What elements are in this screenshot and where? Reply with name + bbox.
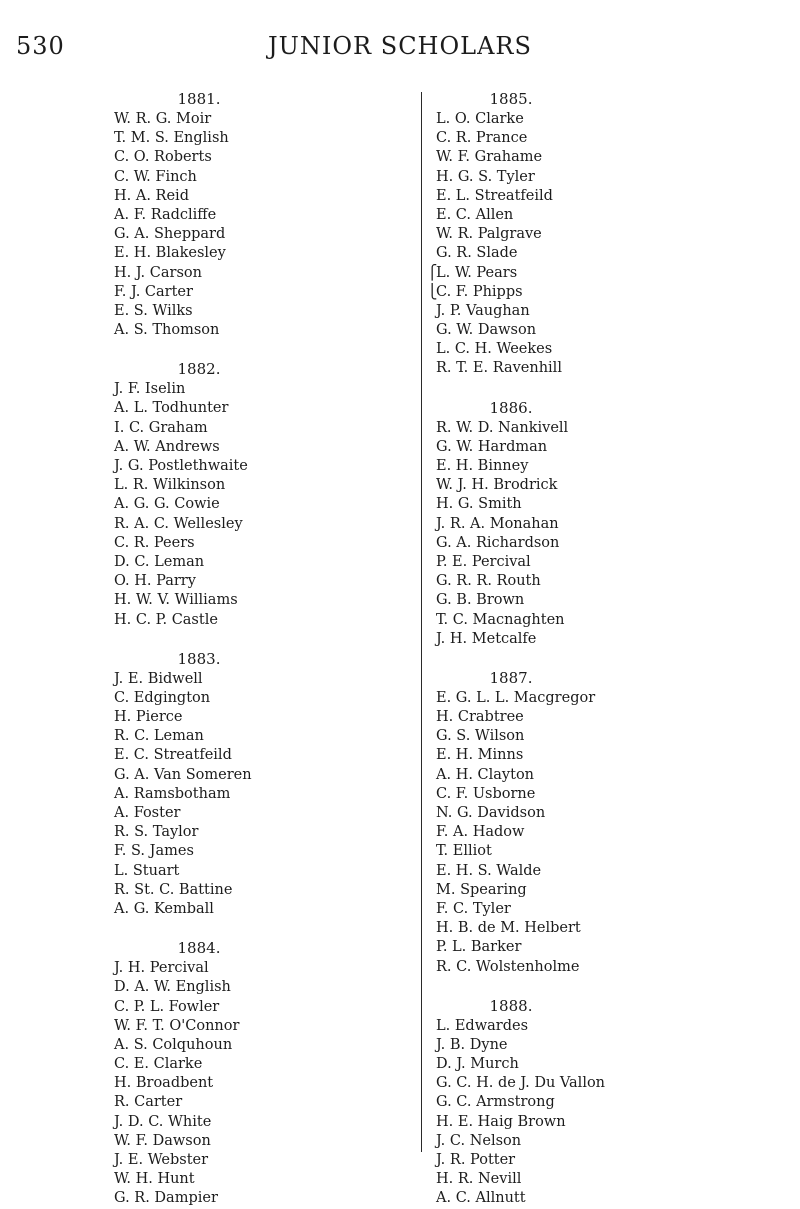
scholar-name [436,148,796,167]
scholar-name-text: H. G. Smith [436,496,522,513]
scholar-list [436,419,796,649]
scholar-name-text: T. Elliot [436,843,492,860]
scholar-name [114,457,394,476]
scholar-name-text: A. G. G. Cowie [114,496,220,513]
scholar-name-text: J. D. C. White [114,1113,212,1130]
scholar-name-text: C. W. Finch [114,168,197,185]
scholar-name-text: F. S. James [114,843,194,860]
scholar-name-text: C. F. Usborne [436,785,536,802]
scholar-name [436,340,796,359]
scholar-name-text: L. C. H. Weekes [436,341,553,358]
scholar-name [114,1132,394,1151]
scholar-name-text: E. L. Streatfeild [436,187,553,204]
scholar-name-text: W. F. Dawson [114,1132,211,1149]
scholar-name-text: T. M. S. English [114,130,229,147]
scholar-name-text: E. H. Minns [436,747,524,764]
scholar-name-text: H. R. Nevill [436,1171,522,1188]
year-block [114,88,394,340]
scholar-name-text: G. W. Hardman [436,438,548,455]
scholar-name-text: H. Pierce [114,709,183,726]
scholar-name [114,727,394,746]
scholar-name [436,766,796,785]
scholar-name [114,264,394,283]
scholar-name [436,1074,796,1093]
scholar-name [436,630,796,649]
scholar-name-text: W. R. G. Moir [114,111,212,127]
scholar-name-text: I. C. Graham [114,419,208,436]
scholar-name-text: G. A. Sheppard [114,226,226,243]
scholar-name-text: A. Foster [114,805,181,821]
scholar-name [436,919,796,938]
scholar-name [427,264,796,283]
scholar-name-text: G. C. H. de J. Du Vallon [436,1075,606,1092]
scholar-name [114,225,394,244]
scholar-name [436,225,796,244]
scholar-name [114,187,394,206]
scholar-list [114,670,394,919]
scholar-name-text: A. S. Thomson [114,322,220,339]
scholar-name [114,515,394,534]
year-heading: 1881. [177,90,221,108]
scholar-name-text: J. F. Iselin [114,381,186,398]
scholar-name [114,1189,394,1208]
scholar-name [114,438,394,457]
scholar-name-text: G. W. Dawson [436,322,537,339]
scholar-name-text: J. C. Nelson [436,1132,522,1149]
year-block [427,88,796,379]
brace-bottom: ⎩ [427,283,438,300]
scholar-name-text: H. G. S. Tyler [436,168,535,185]
scholar-name [436,611,796,630]
scholar-name [114,148,394,167]
scholar-name [436,1017,796,1036]
brace-top: ⎧ [427,264,438,281]
scholar-name [114,419,394,438]
scholar-name [436,495,796,514]
scholar-name-text: E. C. Streatfeild [114,747,232,764]
scholar-name-text: J. P. Vaughan [436,302,530,319]
scholar-name [436,110,796,129]
scholar-name-text: G. R. Dampier [114,1190,218,1207]
scholar-name-text: A. F. Radcliffe [114,206,217,223]
scholar-name [114,168,394,187]
scholar-name [436,804,796,823]
block-gap [114,919,394,937]
scholar-name-text: G. B. Brown [436,592,525,609]
scholar-name [436,1170,796,1189]
scholar-name [436,689,796,708]
scholar-name-text: E. H. Blakesley [114,245,226,262]
scholar-name-text: R. T. E. Ravenhill [436,360,562,377]
scholar-name [436,727,796,746]
scholar-name [436,168,796,187]
scholar-list [436,1017,796,1209]
scholar-name [436,457,796,476]
scholar-name [436,842,796,861]
scholar-name-text: H. E. Haig Brown [436,1113,566,1130]
scholar-name [436,1113,796,1132]
scholar-name [436,1189,796,1208]
scholar-name [436,419,796,438]
scholar-name [436,958,796,977]
scholar-name [436,515,796,534]
scholar-name-text: G. C. Armstrong [436,1094,555,1111]
year-heading: 1883. [177,649,221,668]
year-block [114,648,394,919]
scholar-name-text: H. J. Carson [114,264,202,281]
scholar-name [436,321,796,340]
scholar-name [427,283,796,302]
scholar-name [114,1170,394,1189]
block-gap [436,379,796,397]
scholar-name-text: G. R. Slade [436,245,518,262]
scholar-name-text: H. C. P. Castle [114,611,218,628]
scholar-name [436,1036,796,1055]
scholar-name [114,670,394,689]
scholar-name [436,591,796,610]
scholar-name [114,1036,394,1055]
scholar-name-text: F. J. Carter [114,283,193,300]
scholar-name-text: L. W. Pears [436,264,518,281]
scholar-name [114,302,394,321]
scholar-name-text: J. E. Bidwell [114,670,203,687]
scholar-list [114,380,394,629]
scholar-name-text: J. E. Webster [114,1152,209,1168]
scholar-name-text: A. C. Allnutt [436,1190,526,1207]
scholar-name [436,553,796,572]
scholar-name-text: J. R. Potter [436,1152,516,1168]
scholar-name [114,1151,394,1170]
scholar-name-text: J. H. Percival [114,960,209,977]
scholar-name [436,1132,796,1151]
scholar-name-text: L. O. Clarke [436,111,524,127]
scholar-name [114,611,394,630]
scholar-name [436,187,796,206]
scholar-name-text: A. W. Andrews [114,438,220,455]
scholar-name-text: A. G. Kemball [114,900,214,917]
scholar-name-text: E. S. Wilks [114,302,193,319]
scholar-name [114,998,394,1017]
scholar-name [436,862,796,881]
scholar-name-text: A. H. Clayton [436,766,535,783]
right-column [427,88,796,1209]
scholar-name [114,283,394,302]
scholar-name [436,302,796,321]
scholar-name [114,110,394,129]
scholar-name-text: H. Broadbent [114,1075,214,1092]
scholar-name-text: H. A. Reid [114,187,189,204]
scholar-name [436,785,796,804]
scholar-name-text: C. R. Peers [114,534,195,551]
year-block [114,937,394,1208]
scholar-name [114,572,394,591]
scholar-name [436,1055,796,1074]
scholar-list [114,959,394,1208]
scholar-name-text: C. R. Prance [436,130,528,147]
block-gap [114,340,394,358]
scholar-name [436,359,796,378]
scholar-name-text: W. H. Hunt [114,1171,195,1188]
scholar-name [436,900,796,919]
column-divider [421,92,422,1152]
scholar-name [436,823,796,842]
left-column [114,88,394,1209]
scholar-name [436,129,796,148]
scholar-name-text: H. B. de M. Helbert [436,920,581,937]
scholar-name-text: C. E. Clarke [114,1056,203,1073]
year-heading: 1887. [489,668,533,687]
scholar-list [436,689,796,977]
scholar-name-text: E. G. L. L. Macgregor [436,689,596,706]
scholar-name-text: P. E. Percival [436,553,531,570]
scholar-name-text: W. J. H. Brodrick [436,477,558,494]
scholar-name [114,842,394,861]
scholar-name-text: R. Carter [114,1094,183,1111]
year-heading: 1885. [489,90,533,108]
scholar-name-text: O. H. Parry [114,573,196,590]
scholar-name [114,959,394,978]
scholar-name-text: G. S. Wilson [436,728,525,745]
scholar-name [436,534,796,553]
scholar-name-text: R. C. Wolstenholme [436,958,580,975]
scholar-name-text: C. O. Roberts [114,149,212,166]
scholar-name [436,476,796,495]
year-heading: 1886. [489,398,533,417]
scholar-name-text: A. S. Colquhoun [114,1036,233,1053]
scholar-name [114,1093,394,1112]
scholar-list [427,110,796,379]
block-gap [436,649,796,667]
page-number: 530 [16,32,65,60]
year-block [114,358,394,629]
scholar-name [114,321,394,340]
scholar-name-text: G. R. R. Routh [436,573,541,590]
scholar-name [114,380,394,399]
scholar-name [114,591,394,610]
scholar-name-text: D. A. W. English [114,979,231,996]
year-heading: 1884. [177,939,221,958]
scholar-name [114,689,394,708]
block-gap [114,630,394,648]
scholar-name-text: R. W. D. Nankivell [436,419,569,436]
scholar-name [114,746,394,765]
year-block [436,667,796,977]
scholar-name-text: D. C. Leman [114,553,205,570]
year-heading: 1882. [177,360,221,379]
scholar-name-text: W. R. Palgrave [436,226,542,243]
scholar-name-text: R. C. Leman [114,728,204,745]
scholar-name-text: E. C. Allen [436,206,514,223]
scholar-name-text: W. F. Grahame [436,149,543,166]
scholar-name-text: C. F. Phipps [436,283,523,300]
scholar-name-text: J. R. A. Monahan [436,515,559,532]
scholar-name-text: L. Edwardes [436,1017,529,1034]
scholar-name-text: R. S. Taylor [114,824,199,841]
scholar-name [114,244,394,263]
scholar-name [114,553,394,572]
scholar-name [114,785,394,804]
scholar-name-text: T. C. Macnaghten [436,611,565,628]
scholar-name [114,766,394,785]
scholar-name-text: N. G. Davidson [436,805,546,821]
scholar-name [114,495,394,514]
scholar-name [114,1113,394,1132]
scholar-name-text: A. L. Todhunter [114,400,229,417]
scholar-name [436,206,796,225]
scholar-name [114,399,394,418]
scholar-name [114,206,394,225]
scholar-name-text: M. Spearing [436,881,527,898]
scholar-name [114,1017,394,1036]
scholar-name [436,746,796,765]
scholar-name-text: H. Crabtree [436,709,524,726]
scholar-name [114,862,394,881]
scholar-name-text: P. L. Barker [436,939,522,956]
scholar-name [114,804,394,823]
scholar-name-text: R. St. C. Battine [114,881,233,898]
scholar-name [436,1151,796,1170]
scholar-name-text: G. A. Richardson [436,534,560,551]
scholar-name-text: G. A. Van Someren [114,766,252,783]
scholar-name-text: J. H. Metcalfe [436,630,537,647]
scholar-name-text: E. H. Binney [436,458,529,474]
scholar-name-text: A. Ramsbotham [114,785,231,802]
scholar-name-text: J. G. Postlethwaite [114,458,248,474]
scholar-list [114,110,394,340]
scholar-name [436,1093,796,1112]
scholar-name [114,476,394,495]
scholar-name-text: E. H. S. Walde [436,862,542,879]
scholar-name [114,708,394,727]
scholar-name [114,1074,394,1093]
scholar-name-text: F. C. Tyler [436,900,511,917]
year-heading: 1888. [489,996,533,1015]
scholar-name-text: D. J. Murch [436,1056,519,1073]
scholar-name-text: H. W. V. Williams [114,592,238,609]
scholar-name-text: L. R. Wilkinson [114,477,226,494]
page-header [0,32,800,66]
scholar-name-text: C. P. L. Fowler [114,998,220,1015]
scholar-name [114,1055,394,1074]
scholar-name-text: J. B. Dyne [436,1036,508,1053]
scholar-name [436,244,796,263]
scholar-name [114,978,394,997]
block-gap [436,977,796,995]
scholar-name [436,572,796,591]
running-title: JUNIOR SCHOLARS [268,32,532,60]
scholar-name-text: W. F. T. O'Connor [114,1017,240,1034]
scholar-name [114,129,394,148]
scholar-name-text: L. Stuart [114,862,180,879]
scholar-name [436,438,796,457]
scholar-name [436,708,796,727]
scholar-name-text: F. A. Hadow [436,824,525,841]
scholar-name [114,881,394,900]
scholar-name [114,534,394,553]
scholar-name-text: C. Edgington [114,689,211,706]
scholar-name-text: R. A. C. Wellesley [114,515,243,532]
year-block [436,397,796,649]
scholar-name [436,881,796,900]
year-block [436,995,796,1209]
scholar-name [436,938,796,957]
scholar-name [114,823,394,842]
scholar-name [114,900,394,919]
